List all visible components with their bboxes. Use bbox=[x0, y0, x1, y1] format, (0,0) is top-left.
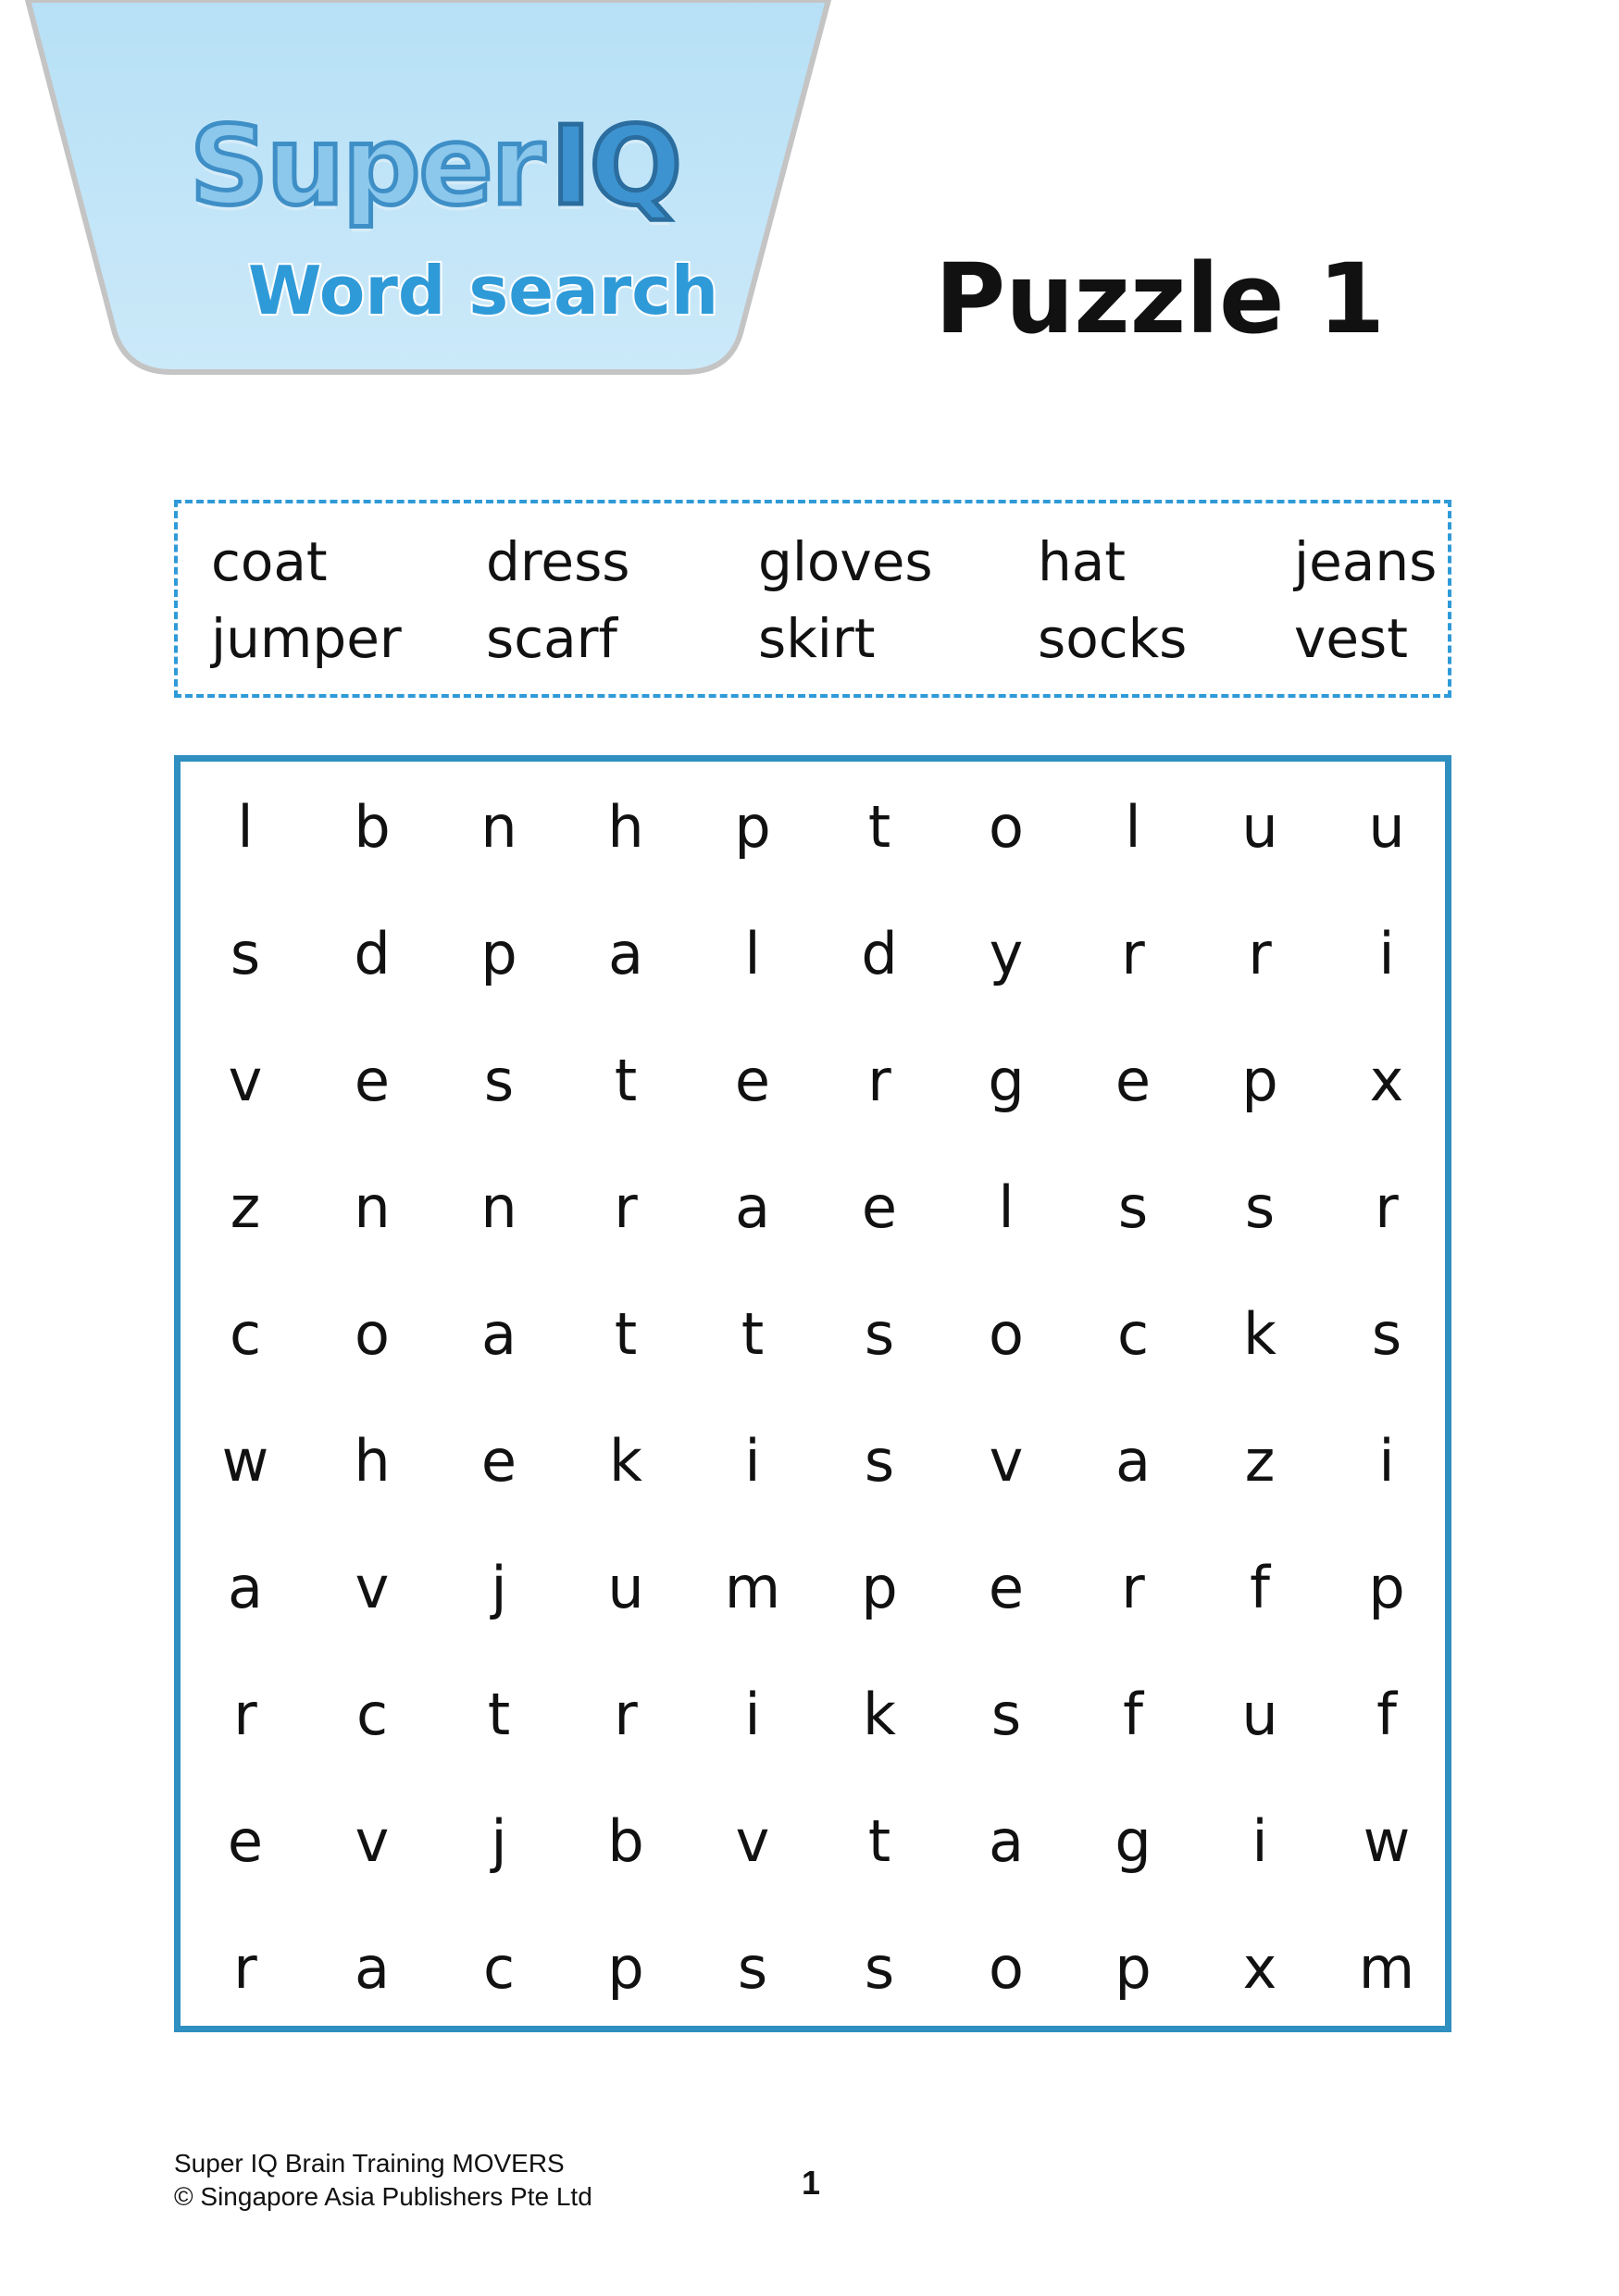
grid-letter[interactable]: r bbox=[614, 1173, 638, 1241]
grid-letter[interactable]: l bbox=[998, 1173, 1015, 1241]
word-item: coat bbox=[211, 530, 328, 593]
grid-letter[interactable]: s bbox=[864, 1426, 895, 1495]
grid-letter[interactable]: p bbox=[1241, 1046, 1278, 1114]
logo-iq-text: IQ bbox=[550, 102, 680, 230]
grid-letter[interactable]: n bbox=[480, 1173, 517, 1241]
grid-letter[interactable]: d bbox=[861, 919, 898, 987]
grid-letter[interactable]: t bbox=[867, 792, 891, 861]
grid-letter[interactable]: s bbox=[483, 1046, 515, 1114]
grid-letter[interactable]: s bbox=[737, 1933, 768, 2002]
grid-letter[interactable]: s bbox=[230, 919, 261, 987]
grid-letter[interactable]: n bbox=[354, 1173, 391, 1241]
grid-letter[interactable]: g bbox=[988, 1046, 1025, 1114]
super-iq-logo bbox=[190, 102, 680, 230]
footer-copyright: © Singapore Asia Publishers Pte Ltd bbox=[174, 2182, 592, 2211]
grid-letter[interactable]: u bbox=[1368, 792, 1405, 861]
grid-letter[interactable]: v bbox=[355, 1806, 390, 1875]
grid-letter[interactable]: c bbox=[482, 1933, 516, 2002]
grid-letter[interactable]: h bbox=[354, 1426, 391, 1495]
grid-letter[interactable]: s bbox=[990, 1680, 1022, 1748]
grid-letter[interactable]: p bbox=[734, 792, 771, 861]
word-item: scarf bbox=[486, 607, 617, 670]
grid-letter[interactable]: f bbox=[1250, 1553, 1270, 1621]
grid-letter[interactable]: o bbox=[989, 792, 1024, 861]
grid-letter[interactable]: s bbox=[864, 1299, 895, 1368]
grid-letter[interactable]: j bbox=[491, 1553, 507, 1621]
word-search-grid bbox=[174, 755, 1451, 2032]
grid-letter[interactable]: s bbox=[1244, 1173, 1276, 1241]
grid-letter[interactable]: m bbox=[1358, 1933, 1415, 2002]
grid-letter[interactable]: r bbox=[1121, 919, 1145, 987]
grid-letter[interactable]: g bbox=[1115, 1806, 1152, 1875]
grid-letter[interactable]: o bbox=[989, 1299, 1024, 1368]
grid-letter[interactable]: v bbox=[989, 1426, 1024, 1495]
grid-letter[interactable]: i bbox=[1378, 919, 1395, 987]
grid-letter[interactable]: v bbox=[735, 1806, 770, 1875]
grid-letter[interactable]: p bbox=[1368, 1553, 1405, 1621]
grid-letter[interactable]: l bbox=[237, 792, 254, 861]
grid-letter[interactable]: s bbox=[1371, 1299, 1402, 1368]
page-number: 1 bbox=[802, 2164, 821, 2202]
word-list-box bbox=[174, 500, 1451, 698]
grid-letter[interactable]: o bbox=[355, 1299, 390, 1368]
grid-letter[interactable]: e bbox=[861, 1173, 898, 1241]
word-item: jumper bbox=[211, 607, 402, 670]
grid-letter[interactable]: t bbox=[741, 1299, 765, 1368]
grid-letter[interactable]: e bbox=[734, 1046, 771, 1114]
grid-letter[interactable]: l bbox=[744, 919, 761, 987]
grid-letter[interactable]: p bbox=[607, 1933, 644, 2002]
grid-letter[interactable]: z bbox=[230, 1173, 261, 1241]
grid-letter[interactable]: i bbox=[744, 1426, 761, 1495]
grid-letter[interactable]: k bbox=[609, 1426, 642, 1495]
footer-book-title: Super IQ Brain Training MOVERS bbox=[174, 2149, 565, 2178]
word-item: hat bbox=[1038, 530, 1127, 593]
grid-letter[interactable]: f bbox=[1123, 1680, 1143, 1748]
grid-letter[interactable]: t bbox=[867, 1806, 891, 1875]
grid-letter[interactable]: n bbox=[480, 792, 517, 861]
grid-letter[interactable]: a bbox=[481, 1299, 517, 1368]
grid-letter[interactable]: v bbox=[228, 1046, 263, 1114]
grid-letter[interactable]: h bbox=[607, 792, 644, 861]
grid-letter[interactable]: i bbox=[744, 1680, 761, 1748]
grid-letter[interactable]: p bbox=[480, 919, 517, 987]
grid-letter[interactable]: v bbox=[355, 1553, 390, 1621]
word-item: dress bbox=[486, 530, 630, 593]
grid-letter[interactable]: i bbox=[1252, 1806, 1268, 1875]
grid-letter[interactable]: r bbox=[1248, 919, 1272, 987]
word-item: jeans bbox=[1294, 530, 1438, 593]
word-item: gloves bbox=[758, 530, 933, 593]
grid-letter[interactable]: r bbox=[867, 1046, 891, 1114]
grid-letter[interactable]: a bbox=[608, 919, 643, 987]
grid-letter[interactable]: w bbox=[1363, 1806, 1411, 1875]
grid-letter[interactable]: e bbox=[354, 1046, 391, 1114]
logo-super-text: Super bbox=[190, 102, 543, 230]
grid-letter[interactable]: t bbox=[614, 1046, 638, 1114]
grid-letter[interactable]: a bbox=[989, 1806, 1024, 1875]
grid-letter[interactable]: f bbox=[1376, 1680, 1397, 1748]
grid-letter[interactable]: u bbox=[1241, 792, 1278, 861]
grid-letter[interactable]: k bbox=[863, 1680, 896, 1748]
grid-letter[interactable]: t bbox=[614, 1299, 638, 1368]
grid-letter[interactable]: x bbox=[1242, 1933, 1277, 2002]
grid-letter[interactable]: d bbox=[354, 919, 391, 987]
grid-letter[interactable]: o bbox=[989, 1933, 1024, 2002]
grid-letter[interactable]: b bbox=[607, 1806, 644, 1875]
grid-letter[interactable]: r bbox=[614, 1680, 638, 1748]
grid-letter[interactable]: b bbox=[354, 792, 391, 861]
grid-letter[interactable]: e bbox=[1115, 1046, 1152, 1114]
grid-letter[interactable]: a bbox=[355, 1933, 390, 2002]
word-item: skirt bbox=[758, 607, 876, 670]
grid-letter[interactable]: s bbox=[1117, 1173, 1149, 1241]
grid-letter[interactable]: z bbox=[1244, 1426, 1276, 1495]
grid-letter[interactable]: a bbox=[228, 1553, 263, 1621]
grid-letter[interactable]: c bbox=[229, 1299, 262, 1368]
grid-letter[interactable]: r bbox=[1121, 1553, 1145, 1621]
grid-letter[interactable]: i bbox=[1378, 1426, 1395, 1495]
grid-letter[interactable]: w bbox=[221, 1426, 269, 1495]
word-item: socks bbox=[1038, 607, 1188, 670]
grid-letter[interactable]: k bbox=[1243, 1299, 1277, 1368]
grid-letter[interactable]: x bbox=[1369, 1046, 1404, 1114]
section-subtitle: Word search bbox=[248, 252, 719, 329]
grid-letter[interactable]: u bbox=[1241, 1680, 1278, 1748]
grid-letter[interactable]: p bbox=[861, 1553, 898, 1621]
grid-letter[interactable]: a bbox=[735, 1173, 770, 1241]
grid-letter[interactable]: p bbox=[1115, 1933, 1152, 2002]
page-title: Puzzle 1 bbox=[935, 242, 1386, 355]
grid-letter[interactable]: a bbox=[1115, 1426, 1151, 1495]
grid-letter[interactable]: t bbox=[487, 1680, 511, 1748]
grid-letter[interactable]: e bbox=[227, 1806, 264, 1875]
word-item: vest bbox=[1294, 607, 1408, 670]
grid-letter[interactable]: r bbox=[1375, 1173, 1399, 1241]
grid-letter[interactable]: e bbox=[988, 1553, 1025, 1621]
grid-letter[interactable]: l bbox=[1125, 792, 1141, 861]
grid-letter[interactable]: y bbox=[989, 919, 1024, 987]
grid-letter[interactable]: u bbox=[607, 1553, 644, 1621]
grid-letter[interactable]: m bbox=[724, 1553, 781, 1621]
grid-letter[interactable]: c bbox=[355, 1680, 389, 1748]
grid-letter[interactable]: c bbox=[1116, 1299, 1150, 1368]
grid-letter[interactable]: r bbox=[233, 1680, 257, 1748]
grid-letter[interactable]: e bbox=[480, 1426, 517, 1495]
grid-letter[interactable]: r bbox=[233, 1933, 257, 2002]
grid-letter[interactable]: j bbox=[491, 1806, 507, 1875]
grid-letter[interactable]: s bbox=[864, 1933, 895, 2002]
